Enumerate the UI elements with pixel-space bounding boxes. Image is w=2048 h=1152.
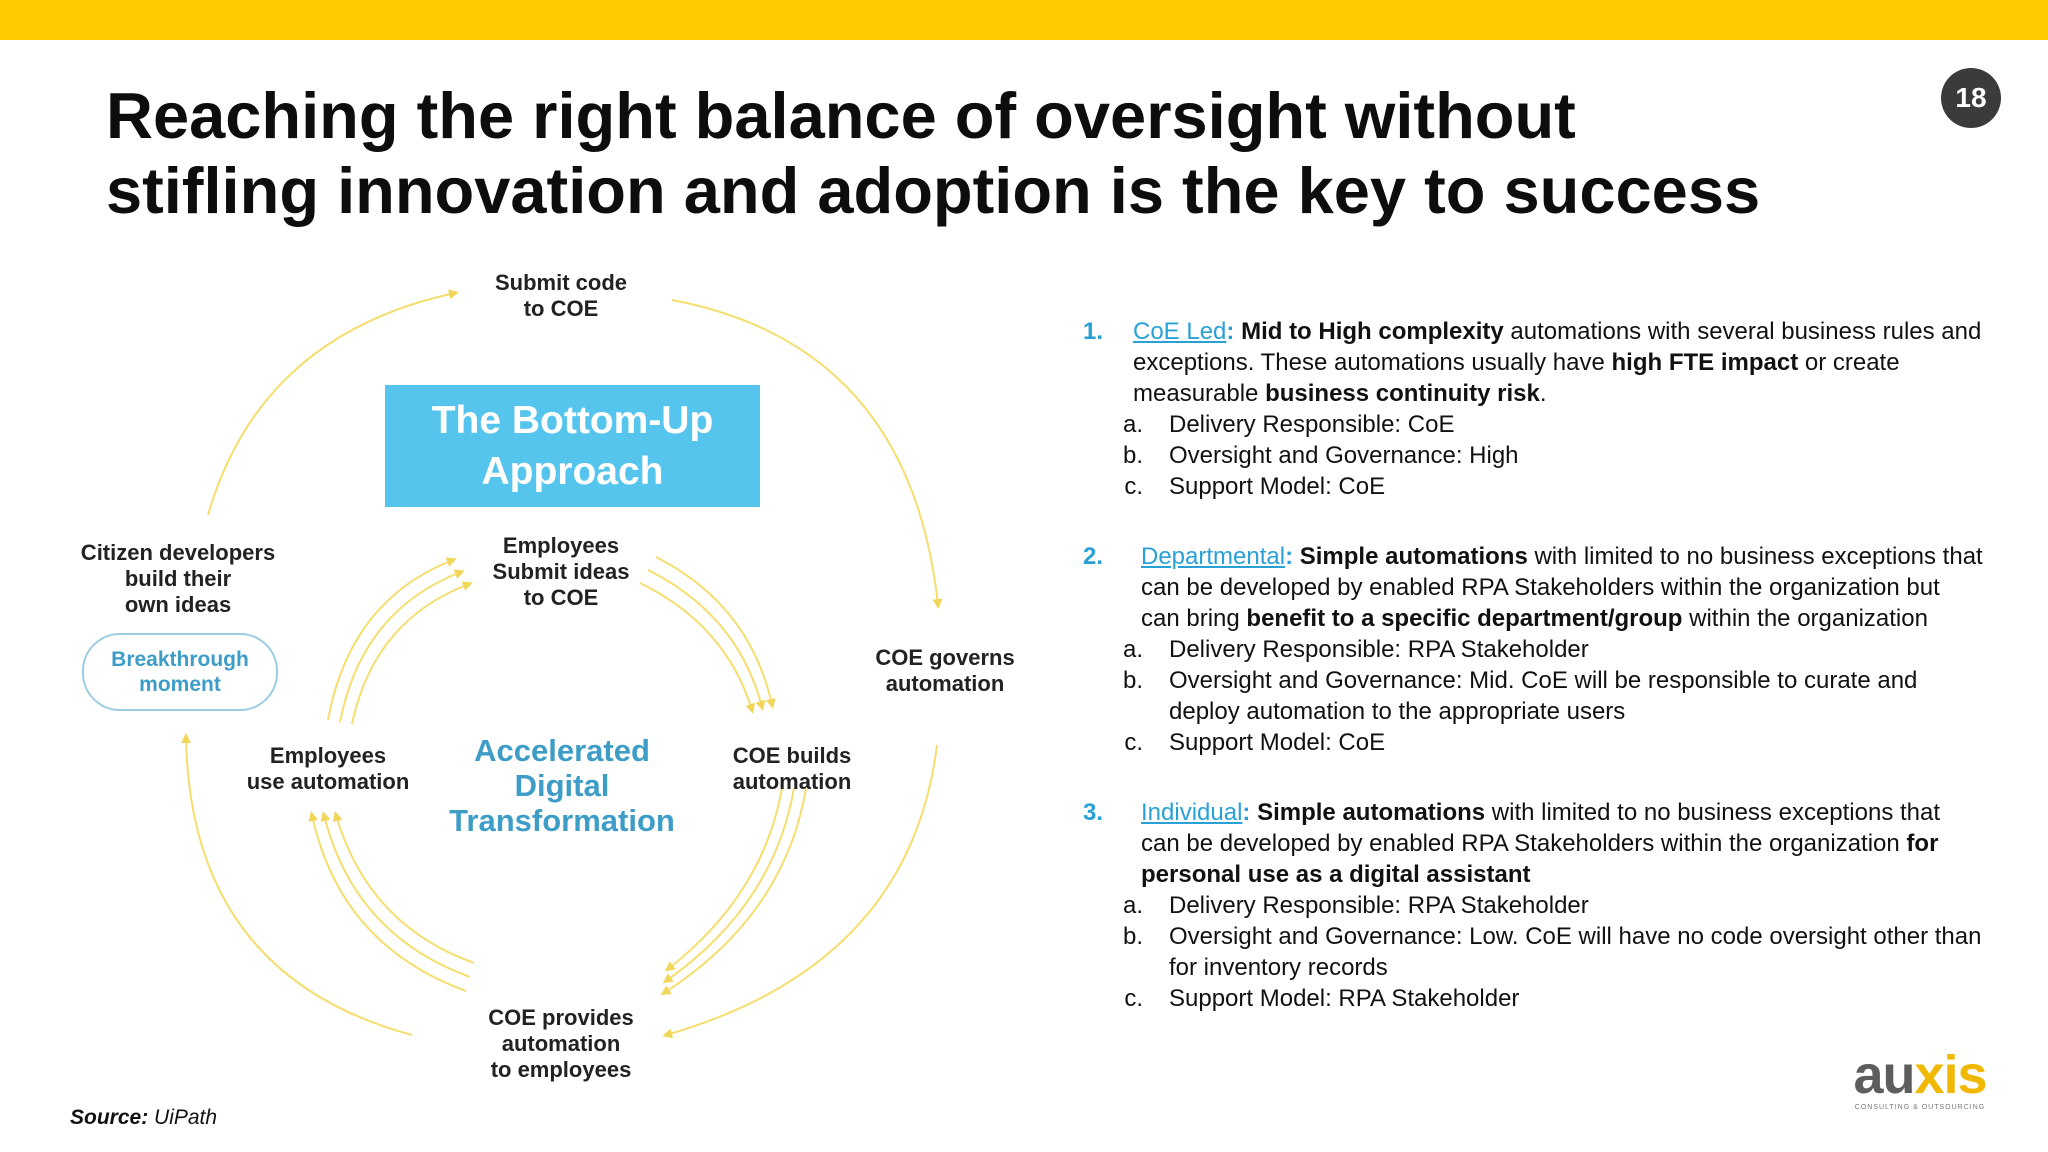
list-heading: Individual: <box>1141 799 1251 826</box>
logo-wordmark <box>1842 1045 1998 1105</box>
text-run: . <box>1539 380 1547 407</box>
center-line-1: Accelerated <box>474 733 650 768</box>
coe-governs-line-1: COE governs <box>875 645 1015 670</box>
sub-letter: a. <box>1122 411 1143 438</box>
sub-item <box>1083 409 1983 440</box>
list-number: 3. <box>1083 799 1104 826</box>
employees-submit-line-3: to COE <box>523 585 599 610</box>
accelerated-digital-transformation-label <box>449 733 675 838</box>
logo-word-part-2: xis <box>1914 1045 1987 1105</box>
text-bold: Mid to High complexity <box>1241 318 1504 345</box>
sub-text: Support Model: RPA Stakeholder <box>1169 985 1520 1012</box>
text-run: within the organization <box>1682 605 1928 632</box>
list-number: 1. <box>1083 318 1104 345</box>
sub-text: Oversight and Governance: Low. CoE will have no code oversight other than for inventory records <box>1169 923 1982 981</box>
center-line-2: Digital <box>514 768 610 803</box>
coe-builds-line-1: COE builds <box>732 743 852 768</box>
source-label: Source: <box>70 1106 149 1129</box>
banner-line-2: Approach <box>481 450 664 493</box>
list-heading: Departmental: <box>1141 543 1294 570</box>
logo-tagline: CONSULTING & OUTSOURCING <box>1854 1104 1986 1111</box>
sub-text: Delivery Responsible: CoE <box>1169 411 1455 438</box>
inner-arrow-lr-3 <box>668 788 782 969</box>
label-coe-governs <box>875 645 1014 697</box>
label-citizen-developers <box>81 540 275 618</box>
sub-text: Delivery Responsible: RPA Stakeholder <box>1169 892 1589 919</box>
coe-governs-line-2: automation <box>885 671 1005 696</box>
list-item-coe-led <box>1083 316 1983 409</box>
sub-letter: b. <box>1122 923 1143 950</box>
sub-item <box>1083 440 1983 471</box>
sub-letter: a. <box>1122 636 1143 663</box>
label-coe-builds <box>733 743 852 795</box>
list-item-text <box>1133 316 1983 409</box>
citizen-line-1: Citizen developers <box>80 540 276 565</box>
sub-text: Support Model: CoE <box>1169 729 1386 756</box>
sub-letter: b. <box>1122 442 1143 469</box>
label-employees-use <box>247 743 410 795</box>
sub-text: Support Model: CoE <box>1169 473 1386 500</box>
label-coe-provides <box>488 1005 633 1083</box>
sub-letter: c. <box>1124 729 1143 756</box>
list-item-text <box>1132 541 1983 634</box>
submit-code-line-2: to COE <box>523 296 599 321</box>
breakthrough-moment-pill <box>82 633 278 711</box>
logo-word-part-1: au <box>1853 1045 1915 1105</box>
label-employees-submit <box>493 533 630 611</box>
list-heading: CoE Led: <box>1133 318 1235 345</box>
sub-letter: b. <box>1122 667 1143 694</box>
text-run: or create measurable <box>1133 349 1900 407</box>
list-item-individual <box>1083 797 1983 890</box>
coe-provides-line-2: automation <box>501 1031 621 1056</box>
top-accent-bar <box>0 0 2048 40</box>
sub-item <box>1083 727 1983 758</box>
citizen-line-3: own ideas <box>124 592 232 617</box>
text-bold: business continuity risk <box>1265 380 1540 407</box>
list-number: 2. <box>1083 543 1104 570</box>
source-note <box>70 1106 217 1130</box>
text-bold: high FTE impact <box>1611 349 1799 376</box>
inner-arrow-ul-3 <box>352 584 469 724</box>
auxis-logo <box>1842 1045 1998 1111</box>
text-bold: Simple automations <box>1257 799 1486 826</box>
sub-item <box>1083 634 1983 665</box>
sub-text: Delivery Responsible: RPA Stakeholder <box>1169 636 1589 663</box>
inner-arrow-lr-1 <box>664 788 806 993</box>
title-line-1: Reaching the right balance of oversight without <box>106 79 1576 152</box>
banner-line-1: The Bottom-Up <box>431 399 714 442</box>
text-bold: Simple automations <box>1299 543 1528 570</box>
sub-item <box>1083 471 1983 502</box>
breakthrough-line-2: moment <box>139 673 221 696</box>
sub-item <box>1083 890 1983 921</box>
sub-item <box>1083 665 1983 727</box>
text-run: automations with several business rules and exceptions. These automations usually have <box>1133 318 1982 376</box>
delivery-model-list <box>1083 316 1983 1014</box>
heading-link-individual[interactable]: Individual <box>1141 799 1243 826</box>
heading-link-departmental[interactable]: Departmental <box>1141 543 1286 570</box>
text-run: with limited to no business exceptions that can be developed by enabled RPA Stakeholders within the organization <box>1141 799 1941 857</box>
bottom-up-approach-banner <box>385 385 760 507</box>
text-run: with limited to no business exceptions that can be developed by enabled RPA Stakeholders within the organization but can bring <box>1141 543 1983 632</box>
list-item-departmental <box>1083 541 1983 634</box>
slide-title <box>106 78 1906 228</box>
list-item-text <box>1132 797 1983 890</box>
employees-use-line-1: Employees <box>269 743 387 768</box>
sub-letter: c. <box>1124 985 1143 1012</box>
source-value: UiPath <box>154 1106 218 1129</box>
sub-text: Oversight and Governance: High <box>1169 442 1519 469</box>
employees-submit-line-1: Employees <box>502 533 620 558</box>
sub-item <box>1083 921 1983 983</box>
page-number-badge: 18 <box>1941 68 2001 128</box>
submit-code-line-1: Submit code <box>494 270 628 295</box>
sub-text: Oversight and Governance: Mid. CoE will be responsible to curate and deploy automation to the appropriate users <box>1169 667 1918 725</box>
citizen-line-2: build their <box>124 566 232 591</box>
coe-provides-line-1: COE provides <box>488 1005 634 1030</box>
heading-link-coe-led[interactable]: CoE Led <box>1133 318 1227 345</box>
sub-letter: a. <box>1122 892 1143 919</box>
breakthrough-line-1: Breakthrough <box>111 648 249 671</box>
employees-submit-line-2: Submit ideas <box>492 559 630 584</box>
coe-builds-line-2: automation <box>732 769 852 794</box>
text-bold: for personal use as a digital assistant <box>1141 830 1939 888</box>
label-submit-code <box>495 270 627 322</box>
center-line-3: Transformation <box>449 803 675 838</box>
employees-use-line-2: use automation <box>246 769 410 794</box>
sub-letter: c. <box>1124 473 1143 500</box>
coe-provides-line-3: to employees <box>490 1057 632 1082</box>
sub-item <box>1083 983 1983 1014</box>
text-bold: benefit to a specific department/group <box>1246 605 1683 632</box>
title-line-2: stifling innovation and adoption is the key to success <box>106 154 1761 227</box>
